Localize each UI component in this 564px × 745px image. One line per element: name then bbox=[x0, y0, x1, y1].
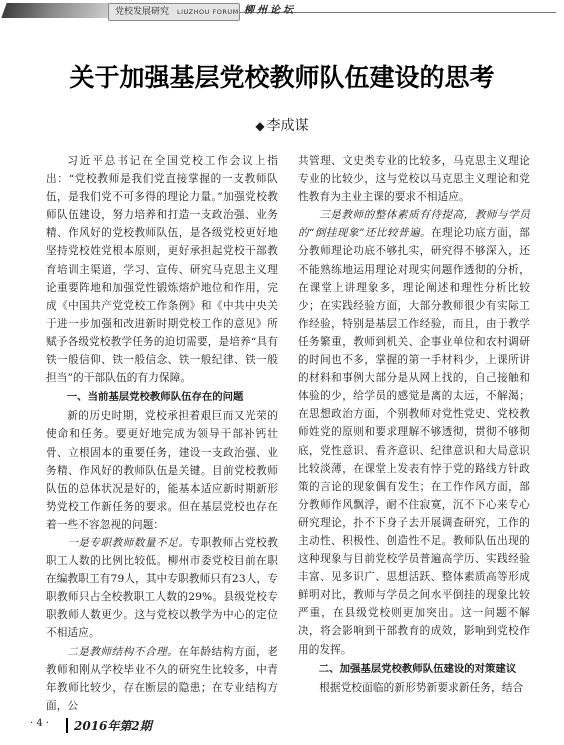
paragraph: 共管理、文史类专业的比较多，马克思主义理论专业的比较少，这与党校以马克思主义理论和党性教育为主业主课的要求不相适应。 bbox=[298, 155, 530, 204]
header-english-name: LIUZHOU FORUM bbox=[177, 8, 239, 16]
paragraph-lead: 二是教师结构不合理。 bbox=[67, 645, 179, 658]
paragraph-body: 在理论功底方面，部分教师理论功底不够扎实，研究得不够深入，还不能熟练地运用理论对现实问题作透彻的分析，在课堂上讲理象多，理论阐述和理性分析比较少；在实践经验方面，大部分教师很少有实际工作经验，特别是基层工作经验，而且，由于教学任务繁重，教师到机关、企事业单位和农村调研的时间也不多，掌握的第一手材料少，上课所讲的材料和事例大部分是从网上找的，自己接触和体验的少，给学员的感觉是离的太远，不解渴；在思想政治方面，个别教师对党性党史、党校教师姓党的原则和要求理解不够透彻，贯彻不够彻底，党性意识、看齐意识、纪律意识和大局意识比较淡薄，在课堂上发表有悖于党的路线方针政策的言论的现象偶有发生；在工作作风方面，部分教师作风飘浮，耐不住寂寞，沉不下心来专心研究理论，扑不下身子去开展调查研究，工作的主动性、积极性、创造性不足。教师队伍出现的这种现象与目前党校学员普遍高学历、实践经验丰富、见多识广、思想活跃、整体素质高等形成鲜明对比，教师与学员之间水平倒挂的现象比较严重，在县级党校则更加突出。这一问题不解决，将会影响到干部教育的成效，影响到党校作用的发挥。 bbox=[298, 227, 531, 656]
paragraph-body: 专职教师占党校教职工人数的比例比较低。柳州市委党校目前在职在编教职工有79人，其中专职教师只有23人，专职教师只占全校教职工人数的29%。县级党校专职教师人数更少。这与党校以教学为中心的定位不相适应。 bbox=[46, 536, 278, 640]
right-column bbox=[298, 152, 530, 697]
paragraph bbox=[298, 206, 530, 658]
section-heading: 二、加强基层党校教师队伍建设的对策建议 bbox=[318, 662, 517, 675]
paragraph bbox=[46, 534, 278, 643]
footer-bar bbox=[66, 718, 68, 733]
article-author bbox=[0, 117, 564, 135]
page-header bbox=[0, 0, 564, 28]
section-heading: 一、当前基层党校教师队伍存在的问题 bbox=[66, 391, 244, 404]
paragraph: 根据党校面临的新形势新要求新任务，结合 bbox=[319, 681, 524, 694]
paragraph: 习近平总书记在全国党校工作会议上指出：“党校教师是我们党直接掌握的一支教师队伍，是我们党不可多得的理论力量。”加强党校教师队伍建设，努力培养和打造一支政治强、业务精、作风好的党校教师队伍，是各级党校更好地坚持党校姓党根本原则，更好承担起党校干部教育培训主渠道，学习、宣传、研究马克思主义理论重要阵地和加强党性锻炼熔炉地位和作用，完成《中国共产党党校工作条例》和《中共中央关于进一步加强和改进新时期党校工作的意见》所赋予各级党校教学任务的迫切需要，是培养“具有铁一般信仰、铁一般信念、铁一般纪律、铁一般担当”的干部队伍的有力保障。 bbox=[46, 155, 278, 385]
paragraph-body: 在年龄结构方面，老教师和刚从学校毕业不久的研究生比较多，中青年教师比较少，存在断层的隐患；在专业结构方面，公 bbox=[46, 645, 279, 712]
paragraph-lead: 三是教师的整体素质有待提高，教师与学员的“倒挂现象”还比较普遍。 bbox=[298, 209, 530, 240]
header-category: 党校发展研究 bbox=[115, 7, 170, 17]
paragraph bbox=[46, 643, 278, 715]
author-diamond-icon: ◆ bbox=[255, 119, 265, 133]
article-title: 关于加强基层党校教师队伍建设的思考 bbox=[69, 63, 495, 92]
paragraph-lead: 一是专职教师数量不足。 bbox=[67, 536, 190, 549]
left-column bbox=[46, 152, 278, 715]
header-section-tab bbox=[108, 3, 240, 21]
page-number: · 4 · bbox=[30, 718, 50, 729]
issue-label: 2016年第2期 bbox=[74, 719, 152, 733]
author-name: 李成谋 bbox=[266, 118, 309, 134]
paragraph: 新的历史时期，党校承担着艰巨而又光荣的使命和任务。要更好地完成为领导干部补钙壮骨、立根固本的重要任务，建设一支政治强、业务精、作风好的教师队伍是关键。目前党校教师队伍的总体状况是好的，能基本适应新时期新形势党校工作新任务的要求。但在基层党校也存在着一些不容忽视的问题： bbox=[46, 410, 278, 531]
header-decorative-band bbox=[1, 3, 114, 18]
header-magazine-name: 柳州论坛 bbox=[244, 5, 296, 16]
